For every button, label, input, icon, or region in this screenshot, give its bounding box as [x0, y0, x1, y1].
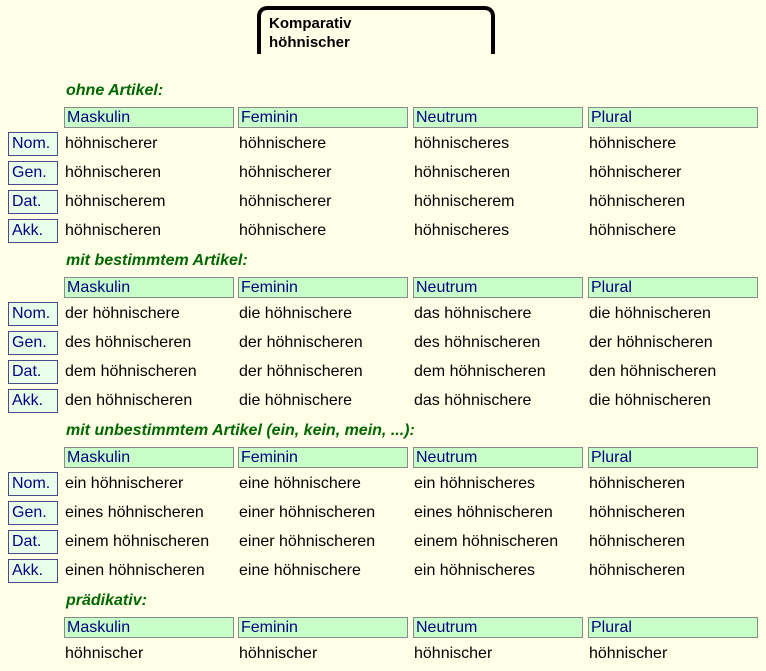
title-line-2: höhnischer [269, 34, 350, 51]
column-header: Maskulin [64, 107, 234, 128]
case-label: Nom. [8, 302, 58, 326]
table-cell: den höhnischeren [65, 392, 193, 409]
table-cell: die höhnischeren [589, 305, 711, 322]
case-label: Dat. [8, 360, 58, 384]
table-cell: höhnischeren [589, 533, 686, 550]
table-cell: einem höhnischeren [414, 533, 559, 550]
case-label: Akk. [8, 389, 58, 413]
table-cell: höhnischeren [589, 562, 686, 579]
section-title: prädikativ: [66, 592, 147, 609]
column-header: Feminin [238, 107, 408, 128]
table-cell: die höhnischere [239, 392, 352, 409]
column-header: Maskulin [64, 447, 234, 468]
case-label: Akk. [8, 219, 58, 243]
table-cell: ein höhnischerer [65, 475, 184, 492]
table-cell: des höhnischeren [65, 334, 192, 351]
table-cell: höhnischeren [589, 193, 686, 210]
column-header: Neutrum [413, 617, 583, 638]
table-cell: höhnischere [589, 222, 677, 239]
table-cell: höhnischeren [414, 164, 511, 181]
case-label: Dat. [8, 530, 58, 554]
table-cell: höhnischeren [65, 164, 162, 181]
table-cell: höhnischerem [65, 193, 166, 210]
table-cell: einen höhnischeren [65, 562, 205, 579]
column-header: Plural [588, 107, 758, 128]
case-label: Akk. [8, 559, 58, 583]
case-label: Gen. [8, 501, 58, 525]
table-cell: höhnischere [589, 135, 677, 152]
column-header: Feminin [238, 277, 408, 298]
case-label: Nom. [8, 472, 58, 496]
table-cell: höhnischer [589, 645, 668, 662]
table-cell: höhnischerer [65, 135, 158, 152]
table-cell: höhnischer [65, 645, 144, 662]
section-title: mit unbestimmtem Artikel (ein, kein, mein, ...): [66, 422, 415, 439]
table-cell: höhnischeren [589, 504, 686, 521]
table-cell: höhnischere [239, 222, 327, 239]
table-cell: eines höhnischeren [65, 504, 204, 521]
column-header: Maskulin [64, 277, 234, 298]
table-cell: höhnischer [239, 645, 318, 662]
table-cell: der höhnischere [65, 305, 180, 322]
column-header: Neutrum [413, 277, 583, 298]
table-cell: höhnischeres [414, 222, 510, 239]
section-title: ohne Artikel: [66, 82, 164, 99]
table-cell: dem höhnischeren [414, 363, 546, 380]
table-cell: höhnischeres [414, 135, 510, 152]
table-cell: einem höhnischeren [65, 533, 210, 550]
table-cell: ein höhnischeres [414, 475, 535, 492]
table-cell: das höhnischere [414, 305, 532, 322]
case-label: Gen. [8, 331, 58, 355]
table-cell: des höhnischeren [414, 334, 541, 351]
table-cell: höhnischeren [65, 222, 162, 239]
title-box [257, 6, 495, 54]
table-cell: das höhnischere [414, 392, 532, 409]
column-header: Feminin [238, 617, 408, 638]
table-cell: der höhnischeren [589, 334, 713, 351]
table-cell: einer höhnischeren [239, 504, 376, 521]
column-header: Neutrum [413, 447, 583, 468]
column-header: Neutrum [413, 107, 583, 128]
table-cell: höhnischere [239, 135, 327, 152]
table-cell: eine höhnischere [239, 562, 361, 579]
table-cell: höhnischerem [414, 193, 515, 210]
table-cell: den höhnischeren [589, 363, 717, 380]
table-cell: höhnischerer [239, 164, 332, 181]
column-header: Plural [588, 447, 758, 468]
table-cell: höhnischerer [239, 193, 332, 210]
table-cell: der höhnischeren [239, 334, 363, 351]
case-label: Dat. [8, 190, 58, 214]
table-cell: einer höhnischeren [239, 533, 376, 550]
table-cell: dem höhnischeren [65, 363, 197, 380]
column-header: Plural [588, 617, 758, 638]
table-cell: ein höhnischeres [414, 562, 535, 579]
case-label: Gen. [8, 161, 58, 185]
column-header: Plural [588, 277, 758, 298]
table-cell: höhnischer [414, 645, 493, 662]
table-cell: höhnischerer [589, 164, 682, 181]
table-cell: die höhnischeren [589, 392, 711, 409]
column-header: Maskulin [64, 617, 234, 638]
column-header: Feminin [238, 447, 408, 468]
table-cell: eines höhnischeren [414, 504, 553, 521]
table-cell: die höhnischere [239, 305, 352, 322]
table-cell: eine höhnischere [239, 475, 361, 492]
case-label: Nom. [8, 132, 58, 156]
title-line-1: Komparativ [269, 15, 352, 32]
section-title: mit bestimmtem Artikel: [66, 252, 248, 269]
table-cell: der höhnischeren [239, 363, 363, 380]
table-cell: höhnischeren [589, 475, 686, 492]
